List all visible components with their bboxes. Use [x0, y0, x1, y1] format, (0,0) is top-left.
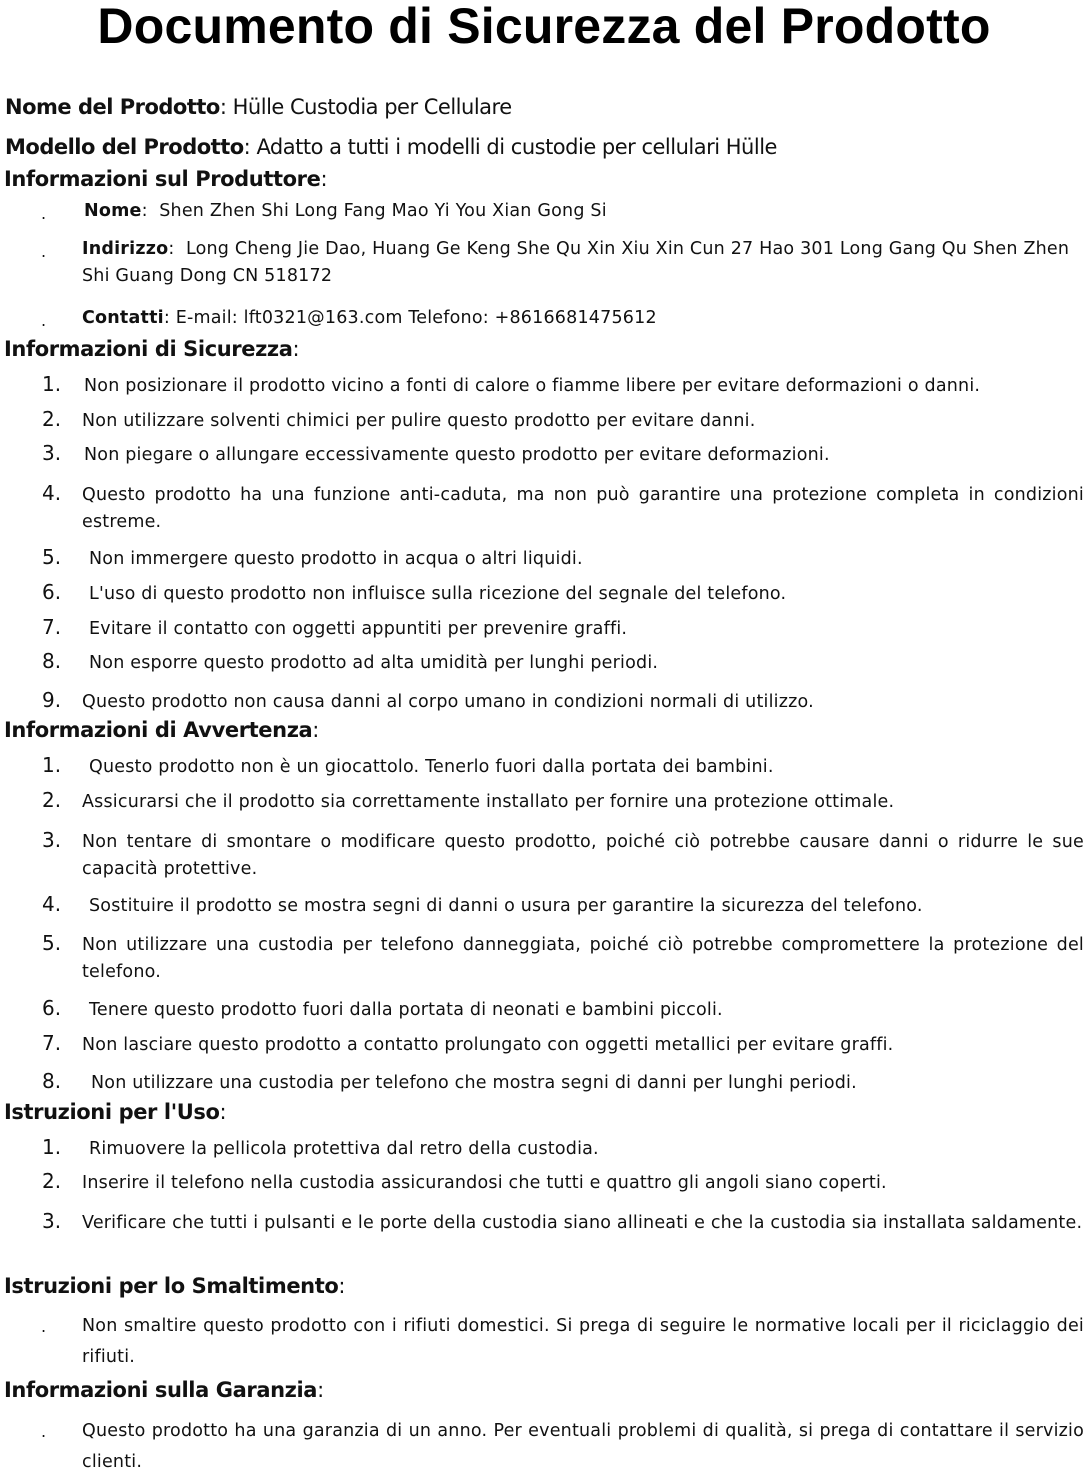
bullet-dot: . [41, 1317, 47, 1336]
list-number: 1. [42, 753, 62, 777]
list-item-text: Non immergere questo prodotto in acqua o altri liquidi. [89, 549, 583, 569]
list-number: 6. [42, 996, 62, 1020]
product-name-label: Nome del Prodotto [5, 95, 220, 119]
bullet-dot: . [41, 204, 47, 223]
disposal-text: Non smaltire questo prodotto con i rifiuti domestici. Si prega di seguire le normative locali per il riciclaggio dei rifiuti. [82, 1316, 1084, 1367]
list-item-text: Evitare il contatto con oggetti appuntiti per prevenire graffi. [89, 619, 628, 639]
list-item-text: Questo prodotto non è un giocattolo. Tenerlo fuori dalla portata dei bambini. [89, 757, 774, 777]
manufacturer-address-value: Long Cheng Jie Dao, Huang Ge Keng She Qu Xin Xiu Xin Cun 27 Hao 301 Long Gang Qu Shen Zhen Shi Guang Dong CN 518172 [82, 239, 1070, 286]
list-number: 8. [42, 1069, 62, 1093]
product-name-line [5, 94, 512, 120]
list-number: 1. [42, 1135, 62, 1159]
manufacturer-name-label: Nome [84, 201, 142, 221]
list-number: 2. [42, 407, 62, 431]
list-number: 1. [42, 372, 62, 396]
list-item-text: Rimuovere la pellicola protettiva dal retro della custodia. [89, 1139, 599, 1159]
manufacturer-name: Nome: Shen Zhen Shi Long Fang Mao Yi You Xian Gong Si [84, 201, 607, 221]
list-item-text: Non esporre questo prodotto ad alta umidità per lunghi periodi. [89, 653, 659, 673]
manufacturer-contact: Contatti: E-mail: lft0321@163.com Telefono: +8616681475612 [82, 308, 657, 328]
warning-heading: Informazioni di Avvertenza: [4, 718, 319, 742]
list-item-text: L'uso di questo prodotto non influisce sulla ricezione del segnale del telefono. [89, 584, 787, 604]
bullet-dot: . [41, 242, 47, 261]
colon: : [219, 95, 227, 119]
list-item-text: Questo prodotto ha una funzione anti-caduta, ma non può garantire una protezione completa in condizioni estreme. [82, 485, 1084, 532]
list-number: 3. [42, 1209, 62, 1233]
list-number: 2. [42, 1169, 62, 1193]
manufacturer-contact-value: E-mail: lft0321@163.com Telefono: +8616681475612 [175, 308, 657, 328]
product-model-value: Adatto a tutti i modelli di custodie per cellulari Hülle [256, 135, 777, 159]
manufacturer-name-value: Shen Zhen Shi Long Fang Mao Yi You Xian Gong Si [159, 201, 607, 221]
list-item-text: Non utilizzare una custodia per telefono danneggiata, poiché ciò potrebbe compromettere la protezione del telefono. [82, 935, 1084, 982]
list-item-text: Non posizionare il prodotto vicino a fonti di calore o fiamme libere per evitare deformazioni o danni. [84, 376, 981, 396]
list-number: 8. [42, 649, 62, 673]
list-number: 2. [42, 788, 62, 812]
list-number: 3. [42, 441, 62, 465]
safety-heading: Informazioni di Sicurezza: [4, 337, 300, 361]
list-item-text: Non lasciare questo prodotto a contatto prolungato con oggetti metallici per evitare graffi. [82, 1035, 894, 1055]
manufacturer-address: Indirizzo: Long Cheng Jie Dao, Huang Ge Keng She Qu Xin Xiu Xin Cun 27 Hao 301 Long Gang Qu Shen Zhen Shi Guang Dong CN 518172 [82, 239, 1070, 286]
manufacturer-heading: Informazioni sul Produttore: [4, 167, 328, 191]
list-item-text: Non utilizzare solventi chimici per pulire questo prodotto per evitare danni. [82, 411, 756, 431]
list-number: 6. [42, 580, 62, 604]
list-item-text: Tenere questo prodotto fuori dalla portata di neonati e bambini piccoli. [89, 1000, 723, 1020]
list-item-text: Questo prodotto non causa danni al corpo umano in condizioni normali di utilizzo. [82, 692, 814, 712]
list-item-text: Verificare che tutti i pulsanti e le porte della custodia siano allineati e che la custodia sia installata saldamente. [82, 1213, 1083, 1233]
list-number: 5. [42, 931, 62, 955]
list-item-text: Sostituire il prodotto se mostra segni di danni o usura per garantire la sicurezza del telefono. [89, 896, 923, 916]
list-number: 3. [42, 828, 62, 852]
disposal-heading: Istruzioni per lo Smaltimento: [4, 1274, 346, 1298]
product-name-value: Hülle Custodia per Cellulare [232, 95, 512, 119]
list-number: 4. [42, 892, 62, 916]
product-model-line [5, 134, 777, 160]
list-number: 7. [42, 615, 62, 639]
warranty-heading: Informazioni sulla Garanzia: [4, 1378, 324, 1402]
colon: : [243, 135, 251, 159]
manufacturer-contact-label: Contatti [82, 308, 164, 328]
list-item-text: Non piegare o allungare eccessivamente questo prodotto per evitare deformazioni. [84, 445, 830, 465]
warranty-text: Questo prodotto ha una garanzia di un anno. Per eventuali problemi di qualità, si prega di contattare il servizio clienti. [82, 1421, 1084, 1472]
list-number: 7. [42, 1031, 62, 1055]
product-model-label: Modello del Prodotto [5, 135, 244, 159]
list-number: 9. [42, 688, 62, 712]
manufacturer-address-label: Indirizzo [82, 239, 169, 259]
list-item-text: Non utilizzare una custodia per telefono che mostra segni di danni per lunghi periodi. [91, 1073, 857, 1093]
bullet-dot: . [41, 311, 47, 330]
usage-heading: Istruzioni per l'Uso: [4, 1100, 227, 1124]
list-item-text: Assicurarsi che il prodotto sia correttamente installato per fornire una protezione ottimale. [82, 792, 895, 812]
list-number: 5. [42, 545, 62, 569]
list-item-text: Non tentare di smontare o modificare questo prodotto, poiché ciò potrebbe causare danni o ridurre le sue capacità protettive. [82, 832, 1084, 879]
list-number: 4. [42, 481, 62, 505]
list-item-text: Inserire il telefono nella custodia assicurandosi che tutti e quattro gli angoli siano coperti. [82, 1173, 887, 1193]
bullet-dot: . [41, 1422, 47, 1441]
page-title: Documento di Sicurezza del Prodotto [97, 0, 991, 54]
